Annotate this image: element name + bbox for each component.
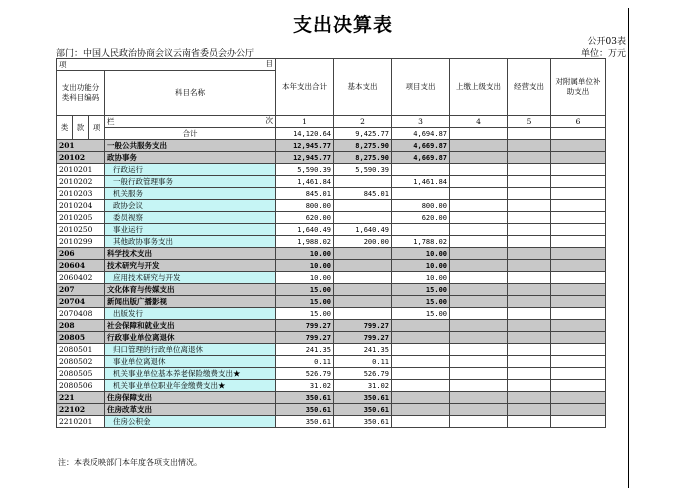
row-name: 住房改革支出 xyxy=(105,404,276,416)
row-code: 2010299 xyxy=(57,236,105,248)
row-code: 2080501 xyxy=(57,344,105,356)
table-row xyxy=(57,140,606,152)
row-project: 620.00 xyxy=(392,212,450,224)
row-business xyxy=(508,200,551,212)
row-basic xyxy=(334,200,392,212)
row-total: 1,640.49 xyxy=(276,224,334,236)
row-total: 526.79 xyxy=(276,368,334,380)
row-name: 机关服务 xyxy=(105,188,276,200)
form-number: 公开03表 xyxy=(587,37,626,47)
table-row xyxy=(57,152,606,164)
row-code: 20604 xyxy=(57,260,105,272)
row-basic xyxy=(334,260,392,272)
header-business: 经营支出 xyxy=(508,59,551,116)
row-total: 12,945.77 xyxy=(276,140,334,152)
row-code: 22102 xyxy=(57,404,105,416)
row-name: 一般行政管理事务 xyxy=(105,176,276,188)
row-business xyxy=(508,248,551,260)
header-item-mu: 项 目 xyxy=(57,59,276,71)
table-row xyxy=(57,368,606,380)
row-project xyxy=(392,416,450,428)
row-basic: 350.61 xyxy=(334,416,392,428)
row-upper xyxy=(450,392,508,404)
table-row xyxy=(57,416,606,428)
header-basic: 基本支出 xyxy=(334,59,392,116)
header-lan-ci: 栏 次 xyxy=(105,116,276,128)
table-row xyxy=(57,404,606,416)
row-basic xyxy=(334,248,392,260)
row-basic: 350.61 xyxy=(334,404,392,416)
row-project: 1,788.02 xyxy=(392,236,450,248)
row-total: 350.61 xyxy=(276,416,334,428)
row-subsidy xyxy=(551,236,606,248)
row-total: 620.00 xyxy=(276,212,334,224)
row-project: 15.00 xyxy=(392,296,450,308)
row-total: 1,988.02 xyxy=(276,236,334,248)
row-project xyxy=(392,164,450,176)
row-total: 10.00 xyxy=(276,272,334,284)
row-business xyxy=(508,392,551,404)
row-subsidy xyxy=(551,392,606,404)
row-basic: 845.01 xyxy=(334,188,392,200)
row-name: 住房保障支出 xyxy=(105,392,276,404)
table-row xyxy=(57,212,606,224)
row-project xyxy=(392,392,450,404)
row-name: 事业运行 xyxy=(105,224,276,236)
row-total: 5,590.39 xyxy=(276,164,334,176)
row-project: 4,669.87 xyxy=(392,140,450,152)
row-upper xyxy=(450,296,508,308)
row-code: 208 xyxy=(57,320,105,332)
row-upper xyxy=(450,260,508,272)
row-project xyxy=(392,344,450,356)
table-row xyxy=(57,344,606,356)
row-business xyxy=(508,344,551,356)
col-num-2: 2 xyxy=(334,116,392,128)
row-upper xyxy=(450,176,508,188)
row-basic: 0.11 xyxy=(334,356,392,368)
row-total: 800.00 xyxy=(276,200,334,212)
row-total: 0.11 xyxy=(276,356,334,368)
row-basic: 526.79 xyxy=(334,368,392,380)
row-business xyxy=(508,212,551,224)
row-code: 2010250 xyxy=(57,224,105,236)
total-row xyxy=(57,128,606,140)
header-total: 本年支出合计 xyxy=(276,59,334,116)
row-project xyxy=(392,404,450,416)
row-upper xyxy=(450,140,508,152)
row-upper xyxy=(450,332,508,344)
total-project: 4,694.87 xyxy=(392,128,450,140)
row-business xyxy=(508,356,551,368)
row-code: 2010205 xyxy=(57,212,105,224)
row-basic: 31.02 xyxy=(334,380,392,392)
row-code: 2210201 xyxy=(57,416,105,428)
row-subsidy xyxy=(551,284,606,296)
row-subsidy xyxy=(551,320,606,332)
table-row xyxy=(57,260,606,272)
row-upper xyxy=(450,212,508,224)
row-basic: 350.61 xyxy=(334,392,392,404)
header-kuan: 款 xyxy=(73,116,89,140)
row-total: 799.27 xyxy=(276,320,334,332)
row-business xyxy=(508,272,551,284)
header-subject-name: 科目名称 xyxy=(105,71,276,116)
row-upper xyxy=(450,356,508,368)
col-num-1: 1 xyxy=(276,116,334,128)
row-code: 221 xyxy=(57,392,105,404)
row-upper xyxy=(450,308,508,320)
row-business xyxy=(508,380,551,392)
row-business xyxy=(508,332,551,344)
row-total: 15.00 xyxy=(276,308,334,320)
row-upper xyxy=(450,368,508,380)
row-name: 住房公积金 xyxy=(105,416,276,428)
table-row xyxy=(57,236,606,248)
row-basic xyxy=(334,272,392,284)
row-subsidy xyxy=(551,164,606,176)
row-subsidy xyxy=(551,212,606,224)
row-total: 15.00 xyxy=(276,284,334,296)
table-row xyxy=(57,164,606,176)
row-upper xyxy=(450,320,508,332)
row-business xyxy=(508,152,551,164)
row-total: 241.35 xyxy=(276,344,334,356)
row-code: 20805 xyxy=(57,332,105,344)
row-subsidy xyxy=(551,152,606,164)
row-project xyxy=(392,380,450,392)
row-basic: 8,275.90 xyxy=(334,140,392,152)
row-business xyxy=(508,260,551,272)
row-subsidy xyxy=(551,380,606,392)
row-business xyxy=(508,296,551,308)
row-code: 207 xyxy=(57,284,105,296)
row-business xyxy=(508,140,551,152)
row-project xyxy=(392,320,450,332)
row-project: 10.00 xyxy=(392,272,450,284)
row-total: 799.27 xyxy=(276,332,334,344)
row-total: 350.61 xyxy=(276,392,334,404)
row-name: 机关事业单位基本养老保险缴费支出★ xyxy=(105,368,276,380)
col-num-5: 5 xyxy=(508,116,551,128)
row-upper xyxy=(450,284,508,296)
row-subsidy xyxy=(551,356,606,368)
row-project: 800.00 xyxy=(392,200,450,212)
row-name: 行政运行 xyxy=(105,164,276,176)
row-total: 845.01 xyxy=(276,188,334,200)
row-code: 2010204 xyxy=(57,200,105,212)
footnote: 注：本表反映部门本年度各项支出情况。 xyxy=(58,458,202,467)
row-code: 2080506 xyxy=(57,380,105,392)
table-row xyxy=(57,224,606,236)
row-business xyxy=(508,224,551,236)
total-basic: 9,425.77 xyxy=(334,128,392,140)
row-upper xyxy=(450,224,508,236)
row-business xyxy=(508,236,551,248)
row-upper xyxy=(450,344,508,356)
row-basic: 5,590.39 xyxy=(334,164,392,176)
row-name: 应用技术研究与开发 xyxy=(105,272,276,284)
row-name: 一般公共服务支出 xyxy=(105,140,276,152)
row-name: 归口管理的行政单位离退休 xyxy=(105,344,276,356)
row-upper xyxy=(450,272,508,284)
row-code: 20704 xyxy=(57,296,105,308)
row-name: 出版发行 xyxy=(105,308,276,320)
row-project: 10.00 xyxy=(392,260,450,272)
row-project xyxy=(392,356,450,368)
header-subsidy: 对附属单位补助支出 xyxy=(551,59,606,116)
row-total: 31.02 xyxy=(276,380,334,392)
table-row xyxy=(57,284,606,296)
row-code: 2070408 xyxy=(57,308,105,320)
row-code: 2010202 xyxy=(57,176,105,188)
row-upper xyxy=(450,404,508,416)
header-upper: 上缴上级支出 xyxy=(450,59,508,116)
table-row xyxy=(57,248,606,260)
row-business xyxy=(508,164,551,176)
row-upper xyxy=(450,152,508,164)
header-lei: 类 xyxy=(57,116,73,140)
row-upper xyxy=(450,236,508,248)
row-basic xyxy=(334,296,392,308)
row-name: 政协事务 xyxy=(105,152,276,164)
row-name: 机关事业单位职业年金缴费支出★ xyxy=(105,380,276,392)
header-project: 项目支出 xyxy=(392,59,450,116)
row-project: 15.00 xyxy=(392,308,450,320)
row-total: 12,945.77 xyxy=(276,152,334,164)
row-subsidy xyxy=(551,188,606,200)
row-basic xyxy=(334,284,392,296)
header-xiang: 项 xyxy=(89,116,105,140)
row-upper xyxy=(450,188,508,200)
table-row xyxy=(57,332,606,344)
total-total: 14,120.64 xyxy=(276,128,334,140)
row-name: 政协会议 xyxy=(105,200,276,212)
row-business xyxy=(508,176,551,188)
unit-label: 单位：万元 xyxy=(580,49,626,59)
row-name: 委员视察 xyxy=(105,212,276,224)
table-row xyxy=(57,176,606,188)
row-code: 206 xyxy=(57,248,105,260)
row-name: 其他政协事务支出 xyxy=(105,236,276,248)
row-subsidy xyxy=(551,200,606,212)
row-basic xyxy=(334,212,392,224)
row-name: 文化体育与传媒支出 xyxy=(105,284,276,296)
row-project: 15.00 xyxy=(392,284,450,296)
row-business xyxy=(508,320,551,332)
row-subsidy xyxy=(551,140,606,152)
right-border-line xyxy=(628,8,629,488)
row-name: 行政事业单位离退休 xyxy=(105,332,276,344)
row-subsidy xyxy=(551,416,606,428)
table-row xyxy=(57,320,606,332)
row-total: 10.00 xyxy=(276,248,334,260)
row-basic xyxy=(334,176,392,188)
table-row xyxy=(57,356,606,368)
row-basic: 8,275.90 xyxy=(334,152,392,164)
row-business xyxy=(508,188,551,200)
row-project xyxy=(392,332,450,344)
row-code: 2010201 xyxy=(57,164,105,176)
row-total: 10.00 xyxy=(276,260,334,272)
row-project xyxy=(392,368,450,380)
row-subsidy xyxy=(551,344,606,356)
row-subsidy xyxy=(551,224,606,236)
col-num-6: 6 xyxy=(551,116,606,128)
row-subsidy xyxy=(551,368,606,380)
row-project: 4,669.87 xyxy=(392,152,450,164)
row-name: 技术研究与开发 xyxy=(105,260,276,272)
row-upper xyxy=(450,248,508,260)
row-business xyxy=(508,416,551,428)
expenditure-table xyxy=(56,58,606,428)
col-num-4: 4 xyxy=(450,116,508,128)
row-name: 事业单位离退休 xyxy=(105,356,276,368)
row-name: 科学技术支出 xyxy=(105,248,276,260)
row-upper xyxy=(450,380,508,392)
table-row xyxy=(57,272,606,284)
row-basic: 1,640.49 xyxy=(334,224,392,236)
row-subsidy xyxy=(551,404,606,416)
row-code: 201 xyxy=(57,140,105,152)
row-upper xyxy=(450,164,508,176)
row-project: 1,461.84 xyxy=(392,176,450,188)
row-basic: 241.35 xyxy=(334,344,392,356)
page-title: 支出决算表 xyxy=(292,14,393,36)
row-project xyxy=(392,224,450,236)
row-project xyxy=(392,188,450,200)
col-num-3: 3 xyxy=(392,116,450,128)
row-name: 新闻出版广播影视 xyxy=(105,296,276,308)
row-total: 350.61 xyxy=(276,404,334,416)
row-business xyxy=(508,368,551,380)
row-project: 10.00 xyxy=(392,248,450,260)
row-subsidy xyxy=(551,176,606,188)
row-basic: 799.27 xyxy=(334,320,392,332)
table-row xyxy=(57,200,606,212)
row-subsidy xyxy=(551,332,606,344)
row-name: 社会保障和就业支出 xyxy=(105,320,276,332)
table-row xyxy=(57,380,606,392)
row-upper xyxy=(450,416,508,428)
row-code: 20102 xyxy=(57,152,105,164)
row-business xyxy=(508,404,551,416)
row-code: 2060402 xyxy=(57,272,105,284)
row-code: 2010203 xyxy=(57,188,105,200)
row-subsidy xyxy=(551,272,606,284)
row-code: 2080505 xyxy=(57,368,105,380)
row-subsidy xyxy=(551,296,606,308)
total-label: 合计 xyxy=(105,128,276,140)
row-total: 1,461.84 xyxy=(276,176,334,188)
row-basic xyxy=(334,308,392,320)
row-subsidy xyxy=(551,308,606,320)
row-total: 15.00 xyxy=(276,296,334,308)
table-row xyxy=(57,296,606,308)
table-row xyxy=(57,392,606,404)
row-subsidy xyxy=(551,260,606,272)
row-basic: 799.27 xyxy=(334,332,392,344)
row-upper xyxy=(450,200,508,212)
table-row xyxy=(57,308,606,320)
header-func-code: 支出功能分类科目编码 xyxy=(57,71,105,116)
department-label: 部门：中国人民政治协商会议云南省委员会办公厅 xyxy=(56,49,255,59)
row-subsidy xyxy=(551,248,606,260)
table-row xyxy=(57,188,606,200)
row-business xyxy=(508,284,551,296)
row-basic: 200.00 xyxy=(334,236,392,248)
row-business xyxy=(508,308,551,320)
row-code: 2080502 xyxy=(57,356,105,368)
